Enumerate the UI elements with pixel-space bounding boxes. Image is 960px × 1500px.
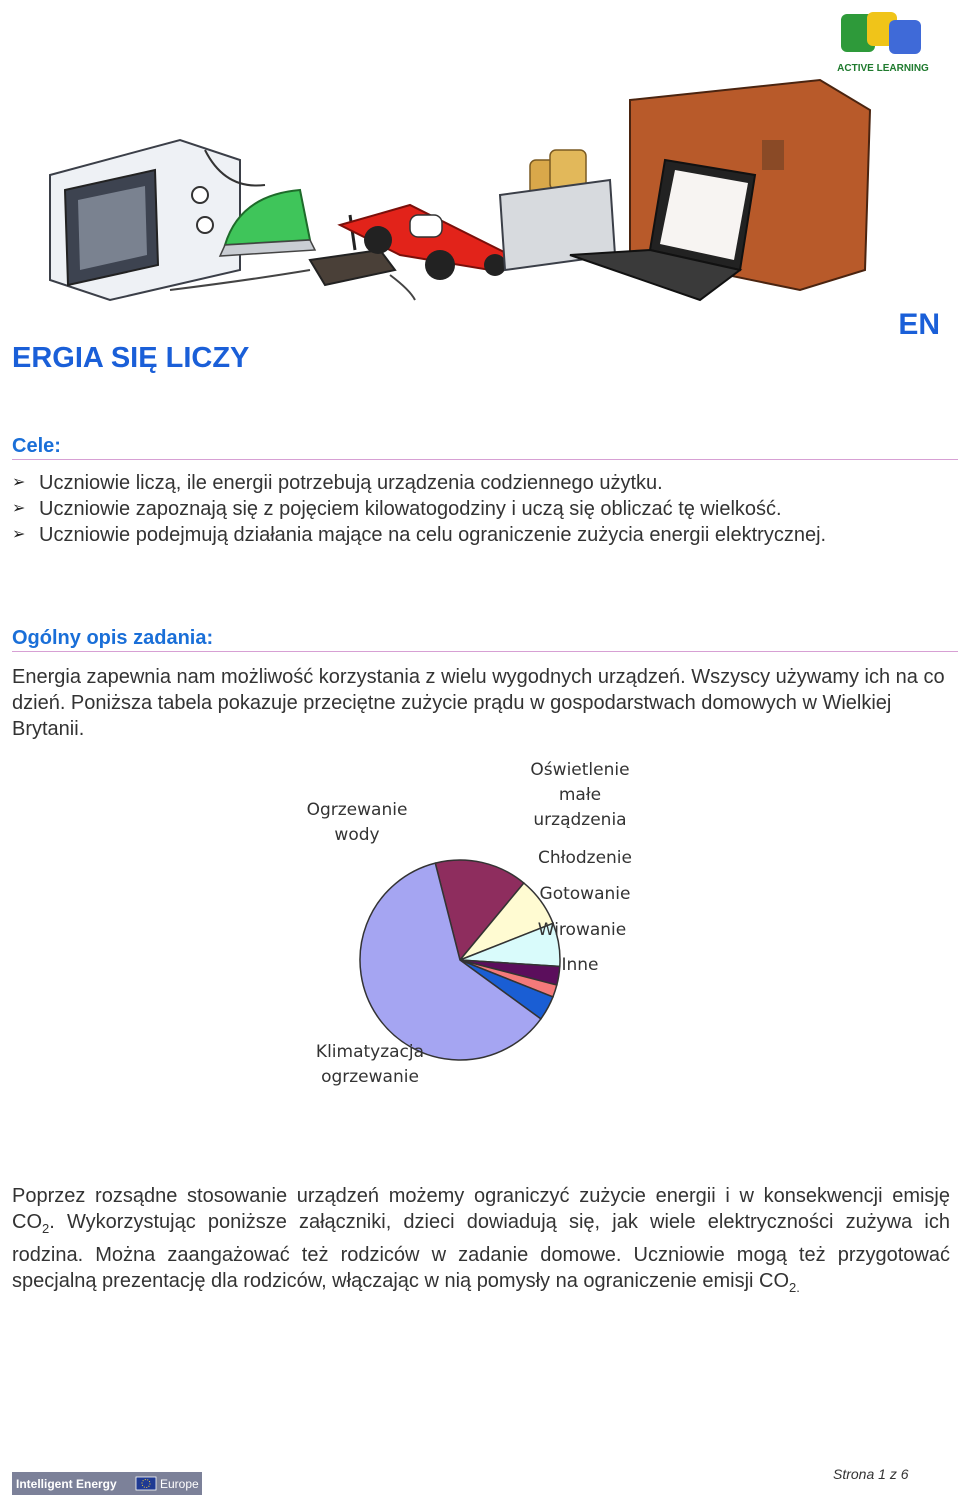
page-title: ERGIA SIĘ LICZY (12, 342, 250, 374)
arrow-bullet-icon: ➢ (12, 474, 26, 491)
slice-label: Klimatyzacja ogrzewanie (315, 1042, 425, 1087)
slice-label: Inne (561, 955, 599, 975)
section-divider (12, 651, 958, 652)
arrow-bullet-icon: ➢ (12, 500, 26, 517)
intelligent-energy-europe-logo (12, 1472, 202, 1495)
svg-text:ACTIVE LEARNING: ACTIVE LEARNING (837, 63, 929, 74)
goals-list (12, 470, 942, 548)
toaster-icon (500, 150, 615, 270)
page-number: Strona 1 z 6 (833, 1466, 909, 1482)
list-item (12, 470, 942, 496)
overview-text: Energia zapewnia nam możliwość korzystania z wielu wygodnych urządzeń. Wszyscy używamy ich na co dzień. Poniższa tabela pokazuje przeciętne zużycie prądu w gospodarstwach domowych w Wielkiej Brytanii. (12, 666, 945, 740)
arrow-bullet-icon: ➢ (12, 526, 26, 543)
slice-label: Gotowanie (539, 884, 631, 904)
conclusion-text (12, 1183, 950, 1301)
goal-text: Uczniowie podejmują działania mające na celu ograniczenie zużycia energii elektrycznej. (39, 524, 827, 546)
section-divider (12, 459, 958, 460)
subscript-2: 2 (42, 1221, 50, 1236)
list-item (12, 522, 942, 548)
microwave-icon (50, 140, 240, 300)
slice-label: Oświetlenie małe urządzenia (530, 760, 630, 830)
overview-heading: Ogólny opis zadania: (12, 627, 214, 649)
slice-label: Chłodzenie (537, 848, 633, 868)
appliances-illustration (10, 0, 958, 335)
slice-label: Wirowanie (537, 920, 627, 940)
list-item (12, 496, 942, 522)
energy-pie-chart (300, 755, 680, 1090)
footer-brand: Intelligent Energy (16, 1477, 117, 1491)
goal-text: Uczniowie zapoznają się z pojęciem kilowatogodziny i uczą się obliczać tę wielkość. (39, 498, 782, 520)
active-learning-logo (835, 8, 931, 76)
subscript-2-end: 2. (789, 1280, 800, 1295)
goal-text: Uczniowie liczą, ile energii potrzebują urządzenia codziennego użytku. (39, 472, 663, 494)
goals-heading: Cele: (12, 435, 61, 457)
conclusion-part-1: Poprzez rozsądne stosowanie urządzeń możemy ograniczyć zużycie energii i w konsekwencji emisję CO (12, 1185, 950, 1233)
footer-region: Europe (160, 1477, 199, 1491)
conclusion-part-2: . Wykorzystując poniższe załączniki, dzieci dowiadują się, jak wiele elektryczności zużywa ich rodzina. Można zaangażować też rodziców w zadanie domowe. Uczniowie mogą też przygotować specjalną prezentację dla rodziców, włączając w nią pomysły na ograniczenie emisji CO (12, 1211, 950, 1292)
header-en: EN (898, 308, 940, 341)
slice-label: Ogrzewanie wody (306, 800, 408, 845)
